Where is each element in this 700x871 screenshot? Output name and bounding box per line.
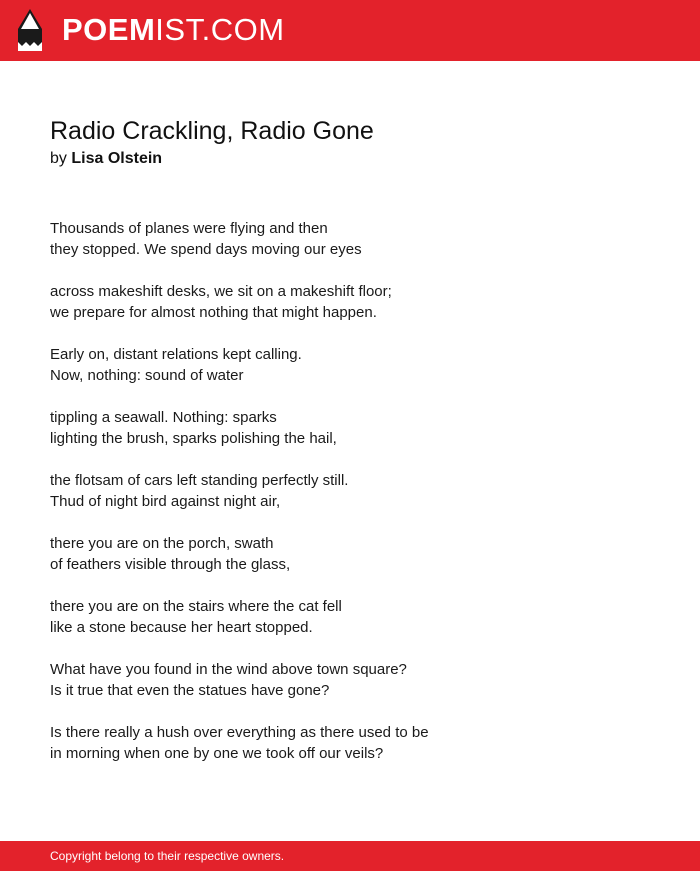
poem-line: the flotsam of cars left standing perfectly still. [50, 472, 349, 489]
stanza [50, 596, 650, 638]
poem-line: Is there really a hush over everything as there used to be [50, 724, 429, 741]
poem-line: Is it true that even the statues have gone? [50, 682, 330, 699]
poem-line: Now, nothing: sound of water [50, 367, 244, 384]
pencil-icon[interactable] [18, 9, 42, 51]
byline [50, 148, 162, 170]
stanza [50, 407, 650, 449]
stanza [50, 281, 650, 323]
poem-line: like a stone because her heart stopped. [50, 619, 313, 636]
poem-line: Thud of night bird against night air, [50, 493, 281, 510]
stanza [50, 470, 650, 512]
poem-line: lighting the brush, sparks polishing the hail, [50, 430, 337, 447]
poem-line: What have you found in the wind above town square? [50, 661, 407, 678]
poem-author: Lisa Olstein [71, 150, 163, 167]
by-label: by [50, 150, 67, 167]
poem-line: we prepare for almost nothing that might happen. [50, 304, 377, 321]
stanza [50, 659, 650, 701]
stanza [50, 533, 650, 575]
poem-body [50, 218, 650, 785]
poem-line: Thousands of planes were flying and then [50, 220, 328, 237]
stanza [50, 218, 650, 260]
stanza [50, 722, 650, 764]
poem-line: in morning when one by one we took off our veils? [50, 745, 384, 762]
copyright-notice: Copyright belong to their respective owners. [50, 849, 285, 863]
poem-title: Radio Crackling, Radio Gone [50, 117, 374, 145]
poem-line: of feathers visible through the glass, [50, 556, 291, 573]
logo-text-bold: POEM [62, 12, 156, 47]
poem-line: there you are on the stairs where the cat fell [50, 598, 342, 615]
logo-text-light: IST.COM [155, 12, 285, 47]
poem-line: Early on, distant relations kept calling. [50, 346, 302, 363]
poem-line: across makeshift desks, we sit on a makeshift floor; [50, 283, 392, 300]
poem-line: tippling a seawall. Nothing: sparks [50, 409, 277, 426]
poem-line: there you are on the porch, swath [50, 535, 274, 552]
site-header [0, 0, 700, 61]
poem-line: they stopped. We spend days moving our eyes [50, 241, 362, 258]
site-footer [0, 841, 700, 871]
site-logo[interactable] [62, 12, 285, 48]
stanza [50, 344, 650, 386]
